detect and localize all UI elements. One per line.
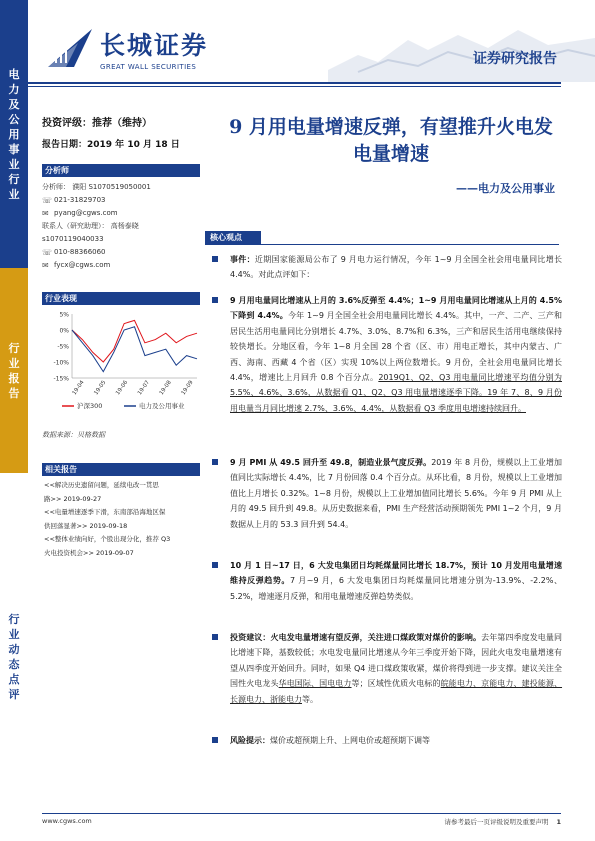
related-report-item[interactable]: 路>> 2019-09-27 <box>44 494 102 503</box>
bullet-icon <box>212 737 218 743</box>
band-char: 事 <box>8 142 20 156</box>
left-column <box>42 108 202 272</box>
analyst-name: 分析师： 濮阳 S1070519050001 <box>42 183 151 191</box>
investment-rating: 投资评级：推荐（维持） <box>42 118 152 129</box>
band-char: 态 <box>8 658 20 671</box>
band-char: 业 <box>8 157 20 171</box>
band-char: 动 <box>8 643 20 656</box>
band-char: 业 <box>8 187 20 201</box>
page-number: 1 <box>556 818 561 826</box>
x-tick-label: 19-07 <box>136 379 152 397</box>
industry-performance-chart <box>42 306 202 421</box>
band-char: 及 <box>8 97 20 111</box>
analyst-info <box>42 181 202 272</box>
band-char: 业 <box>8 628 20 641</box>
y-tick-label: -5% <box>57 343 69 351</box>
email-icon: ✉ <box>42 260 49 270</box>
related-report-item[interactable]: <<整体业绩向好，个股出现分化，推荐 Q3 <box>44 535 171 543</box>
footer-note: 请参考最后一页评级说明及重要声明 1 <box>444 818 561 826</box>
x-tick-label: 19-06 <box>115 379 130 397</box>
bullet-icon <box>212 634 218 640</box>
band-char: 公 <box>8 112 20 126</box>
bullet-icon <box>212 256 218 262</box>
analyst-section-heading: 分析师 <box>42 164 200 177</box>
analyst-phone: 021-31829703 <box>54 196 106 204</box>
chart-source: 数据来源：贝格数据 <box>42 431 105 439</box>
band-char: 点 <box>8 673 20 686</box>
related-report-item[interactable]: 火电投资机会>> 2019-09-07 <box>44 548 134 557</box>
company-logo <box>44 26 208 71</box>
x-tick-label: 19-05 <box>93 379 108 397</box>
bullet-icon <box>212 562 218 568</box>
logo-text-en: GREAT WALL SECURITIES <box>100 63 197 71</box>
coal-consumption-paragraph: 10 月 1 日~17 日，6 大发电集团日均耗煤量同比增长 18.7%，预计 10 月发用电量增速维持反弹趋势。7 月~9 月，6 大发电集团日均耗煤量同比增速分别为-13.9%、-2.2%、5.2%，增速逐月反弹，和用电量增速反弹趋势类似。 <box>212 558 562 604</box>
report-date: 报告日期：2019 年 10 月 18 日 <box>42 140 180 150</box>
band-char: 行 <box>8 172 20 186</box>
x-tick-label: 19-04 <box>71 379 86 397</box>
investment-advice-paragraph: 投资建议：火电发电量增速有望反弹，关注进口煤政策对煤价的影响。去年第四季度发电量同比增速下降，基数较低；水电发电量同比增速从今年三季度开始下降，因此火电发电量增速有望从四季度开始回升。同时，如果 Q4 进口煤政策收紧，煤价将得到进一步支撑。建议关注全国性火电龙头华电国际、国电电力等；区域性优质火电标的皖能电力、京能电力、建投能源、长源电力、浙能电力等。 <box>212 630 562 707</box>
band-industry-name <box>0 0 28 268</box>
logo-icon <box>44 27 96 71</box>
bullet-icon <box>212 459 218 465</box>
page-header <box>28 0 595 92</box>
contact-id: s1070119040033 <box>42 235 104 243</box>
band-char: 力 <box>8 82 20 96</box>
analyst-email: pyang@cgws.com <box>54 209 118 217</box>
footer-divider <box>42 813 561 814</box>
report-type-label: 证券研究报告 <box>473 51 557 67</box>
footer-url[interactable]: www.cgws.com <box>42 817 92 825</box>
band-char: 业 <box>8 356 20 370</box>
core-view-divider <box>205 244 559 245</box>
event-paragraph: 事件：近期国家能源局公布了 9 月电力运行情况，今年 1~9 月全国全社会用电量同比增长 4.4%。对此点评如下： <box>212 252 562 283</box>
y-tick-label: 5% <box>59 311 69 319</box>
x-tick-label: 19-08 <box>158 379 173 397</box>
core-view-heading: 核心观点 <box>205 231 261 245</box>
related-report-item[interactable]: <<电量增速逐季下滑，东南部沿海地区保 <box>44 508 166 516</box>
header-divider-thin <box>28 86 561 87</box>
legend-label: 电力及公用事业 <box>139 402 185 410</box>
contact-email: fycx@cgws.com <box>54 261 111 269</box>
band-char: 电 <box>8 67 20 81</box>
x-tick-label: 19-09 <box>180 379 195 397</box>
power-consumption-paragraph: 9 月用电量同比增速从上月的 3.6%反弹至 4.4%；1~9 月用电量同比增速从上月的 4.5%下降到 4.4%。今年 1~9 月全国全社会用电量同比增长 4.4%。其中，一产、二产、三产和居民生活用电量同比分别增长 4.7%、3.0%、8.7%和 6.3%，三产和居民生活用电继续保持较快增长。分地区看，今年 1~8 月全国 28 个省（区、市）用电正增长，其中内蒙古、广西、海南、西藏 4 个省（区）实现 10%以上两位数增长。9 月份，全社会用电量同比增长 4.4%，增速比上月回升 0.8 个百分点。2019Q1、Q2、Q3 用电量同比增速平均值分别为 5.5%、4.6%、3.6%，从数据看 Q1、Q2、Q3 用电量增速逐季下降。19 年 7、8、9 月份用电量当月同比增速 2.7%、3.6%、4.4%，从数据看 Q3 季度用电增速持续回升。 <box>212 293 562 416</box>
y-tick-label: -15% <box>53 375 69 383</box>
phone-icon: ☏ <box>42 195 53 205</box>
y-tick-label: 0% <box>59 327 69 335</box>
band-char: 评 <box>8 688 20 701</box>
band-char: 行 <box>8 613 20 626</box>
side-band <box>0 0 28 841</box>
related-reports-heading: 相关报告 <box>42 463 200 476</box>
report-title <box>216 114 566 168</box>
band-char: 报 <box>8 371 20 385</box>
report-title-line2: 电量增速 <box>352 143 429 165</box>
report-title-line1: 9 月用电量增速反弹，有望推升火电发 <box>229 116 553 138</box>
related-reports-list <box>44 479 200 560</box>
band-report-subtype <box>0 473 28 841</box>
related-report-item[interactable]: <<解决历史遗留问题，延续电改一贯思 <box>44 481 159 489</box>
contact-phone: 010-88366060 <box>54 248 106 256</box>
email-icon: ✉ <box>42 208 49 218</box>
pmi-paragraph: 9 月 PMI 从 49.5 回升至 49.8，制造业景气度反弹。2019 年 8 月份，规模以上工业增加值同比实际增长 4.4%，比 7 月份回落 0.4 个百分点。从环比看，8 月份，规模以上工业增加值比上月增长 0.32%。1~8 月份，规模以上工业增加值同比增长 5.6%。今年 9 月 PMI 从上月的 49.5 回升到 49.8。从历史数据来看，PMI 生产经营活动预期领先 PMI 1~2 个月，9 月数据从上月的 53.3 回升到 54.4。 <box>212 455 562 532</box>
band-char: 告 <box>8 386 20 400</box>
performance-section-heading: 行业表现 <box>42 292 200 305</box>
report-subtitle: ——电力及公用事业 <box>456 182 555 195</box>
contact-name: 联系人（研究助理）： 高杨泰晓 <box>42 222 139 230</box>
band-char: 行 <box>8 341 20 355</box>
logo-text-cn: 长城证券 <box>100 31 209 60</box>
bullet-icon <box>212 297 218 303</box>
band-char: 用 <box>8 127 20 141</box>
band-report-type <box>0 268 28 473</box>
legend-label: 沪深300 <box>77 402 103 410</box>
risk-paragraph: 风险提示：煤价或超预期上升、上网电价或超预期下调等 <box>212 733 562 748</box>
phone-icon: ☏ <box>42 247 53 257</box>
related-report-item[interactable]: 供回落显著>> 2019-09-18 <box>44 521 128 530</box>
y-tick-label: -10% <box>53 359 69 367</box>
header-divider <box>28 82 561 84</box>
